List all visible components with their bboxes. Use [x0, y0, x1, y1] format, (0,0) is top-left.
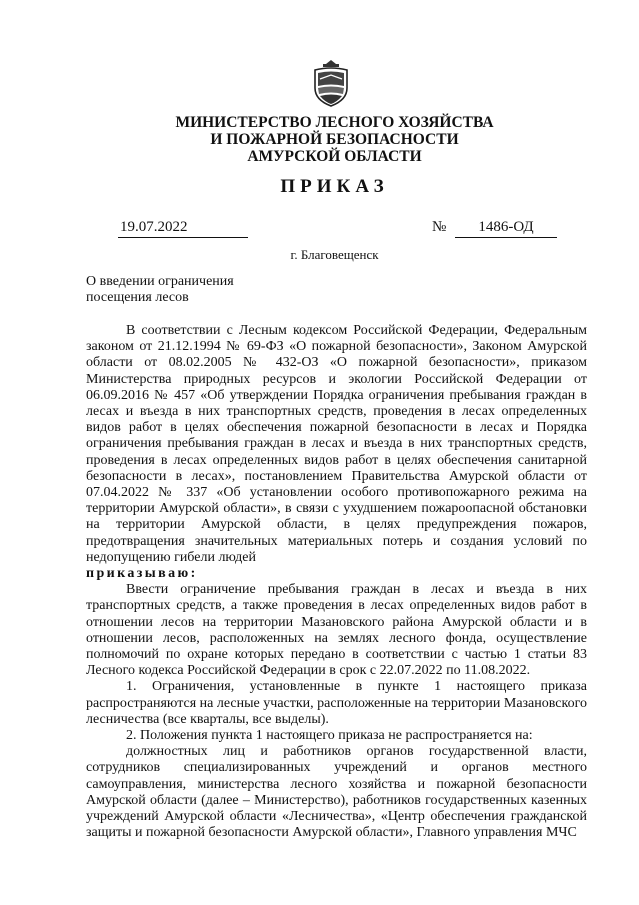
- order-word: приказываю:: [86, 566, 198, 582]
- paragraph-restriction: Ввести ограничение пребывания граждан в лесах и въезда в них транспортных средств, а также проведения в лесах определенных видов работ в отношении лесов на территории Мазановского района Амурской области и в отношении лесов, расположенных на землях лесного фонда, осуществление полномочий по охране которых передано в соответствии с частью 1 статьи 83 Лесного кодекса Российской Федерации в срок с 22.07.2022 по 11.08.2022.: [86, 582, 587, 679]
- ministry-header: [0, 114, 639, 165]
- document-subject: [86, 274, 234, 306]
- subject-line-1: О введении ограничения: [86, 274, 234, 289]
- paragraph-item-1: 1. Ограничения, установленные в пункте 1 настоящего приказа распространяются на лесные участки, расположенные на территории Мазановского лесничества (все кварталы, все выделы).: [86, 679, 587, 727]
- document-body: [86, 323, 587, 842]
- paragraph-exceptions: должностных лиц и работников органов государственной власти, сотрудников специализированных учреждений и органов местного самоуправления, министерства лесного хозяйства и пожарной безопасности Амурской области (далее – Министерство), работников государственных казенных учреждений Амурской области «Лесничества», «Центр обеспечения гражданской защиты и пожарной безопасности Амурской области», Главного управления МЧС: [86, 744, 587, 841]
- ministry-line-3: АМУРСКОЙ ОБЛАСТИ: [247, 148, 422, 165]
- document-title: ПРИКАЗ: [280, 176, 389, 197]
- document-city: г. Благовещенск: [290, 247, 379, 262]
- paragraph-item-2: 2. Положения пункта 1 настоящего приказа не распространяется на:: [126, 728, 533, 744]
- number-label: №: [432, 219, 447, 235]
- ministry-line-2: И ПОЖАРНОЙ БЕЗОПАСНОСТИ: [210, 131, 459, 148]
- document-date: 19.07.2022: [118, 219, 248, 238]
- preamble-paragraph: В соответствии с Лесным кодексом Российской Федерации, Федеральным законом от 21.12.1994 № 69-ФЗ «О пожарной безопасности», Законом Амурской области от 08.02.2005 № 432-ОЗ «О пожарной безопасности», приказом Министерства природных ресурсов и экологии Российской Федерации от 06.09.2016 № 457 «Об утверждении Порядка ограничения пребывания граждан в лесах и въезда в них транспортных средств, проведения в лесах определенных видов работ в целях обеспечения пожарной безопасности в лесах и Порядка ограничения пребывания граждан в лесах и въезда в них транспортных средств, проведения в лесах определенных видов работ в целях обеспечения санитарной безопасности в лесах», постановлением Правительства Амурской области от 07.04.2022 № 337 «Об установлении особого противопожарного режима на территории Амурской области», в связи с ухудшением пожароопасной обстановки на территории Амурской области, в целях предупреждения пожаров, предотвращения значительных материальных потерь и создания условий по недопущению гибели людей: [86, 323, 587, 565]
- document-number: 1486-ОД: [455, 219, 557, 238]
- ministry-line-1: МИНИСТЕРСТВО ЛЕСНОГО ХОЗЯЙСТВА: [175, 114, 494, 131]
- subject-line-2: посещения лесов: [86, 290, 189, 305]
- coat-of-arms-icon: [309, 58, 353, 108]
